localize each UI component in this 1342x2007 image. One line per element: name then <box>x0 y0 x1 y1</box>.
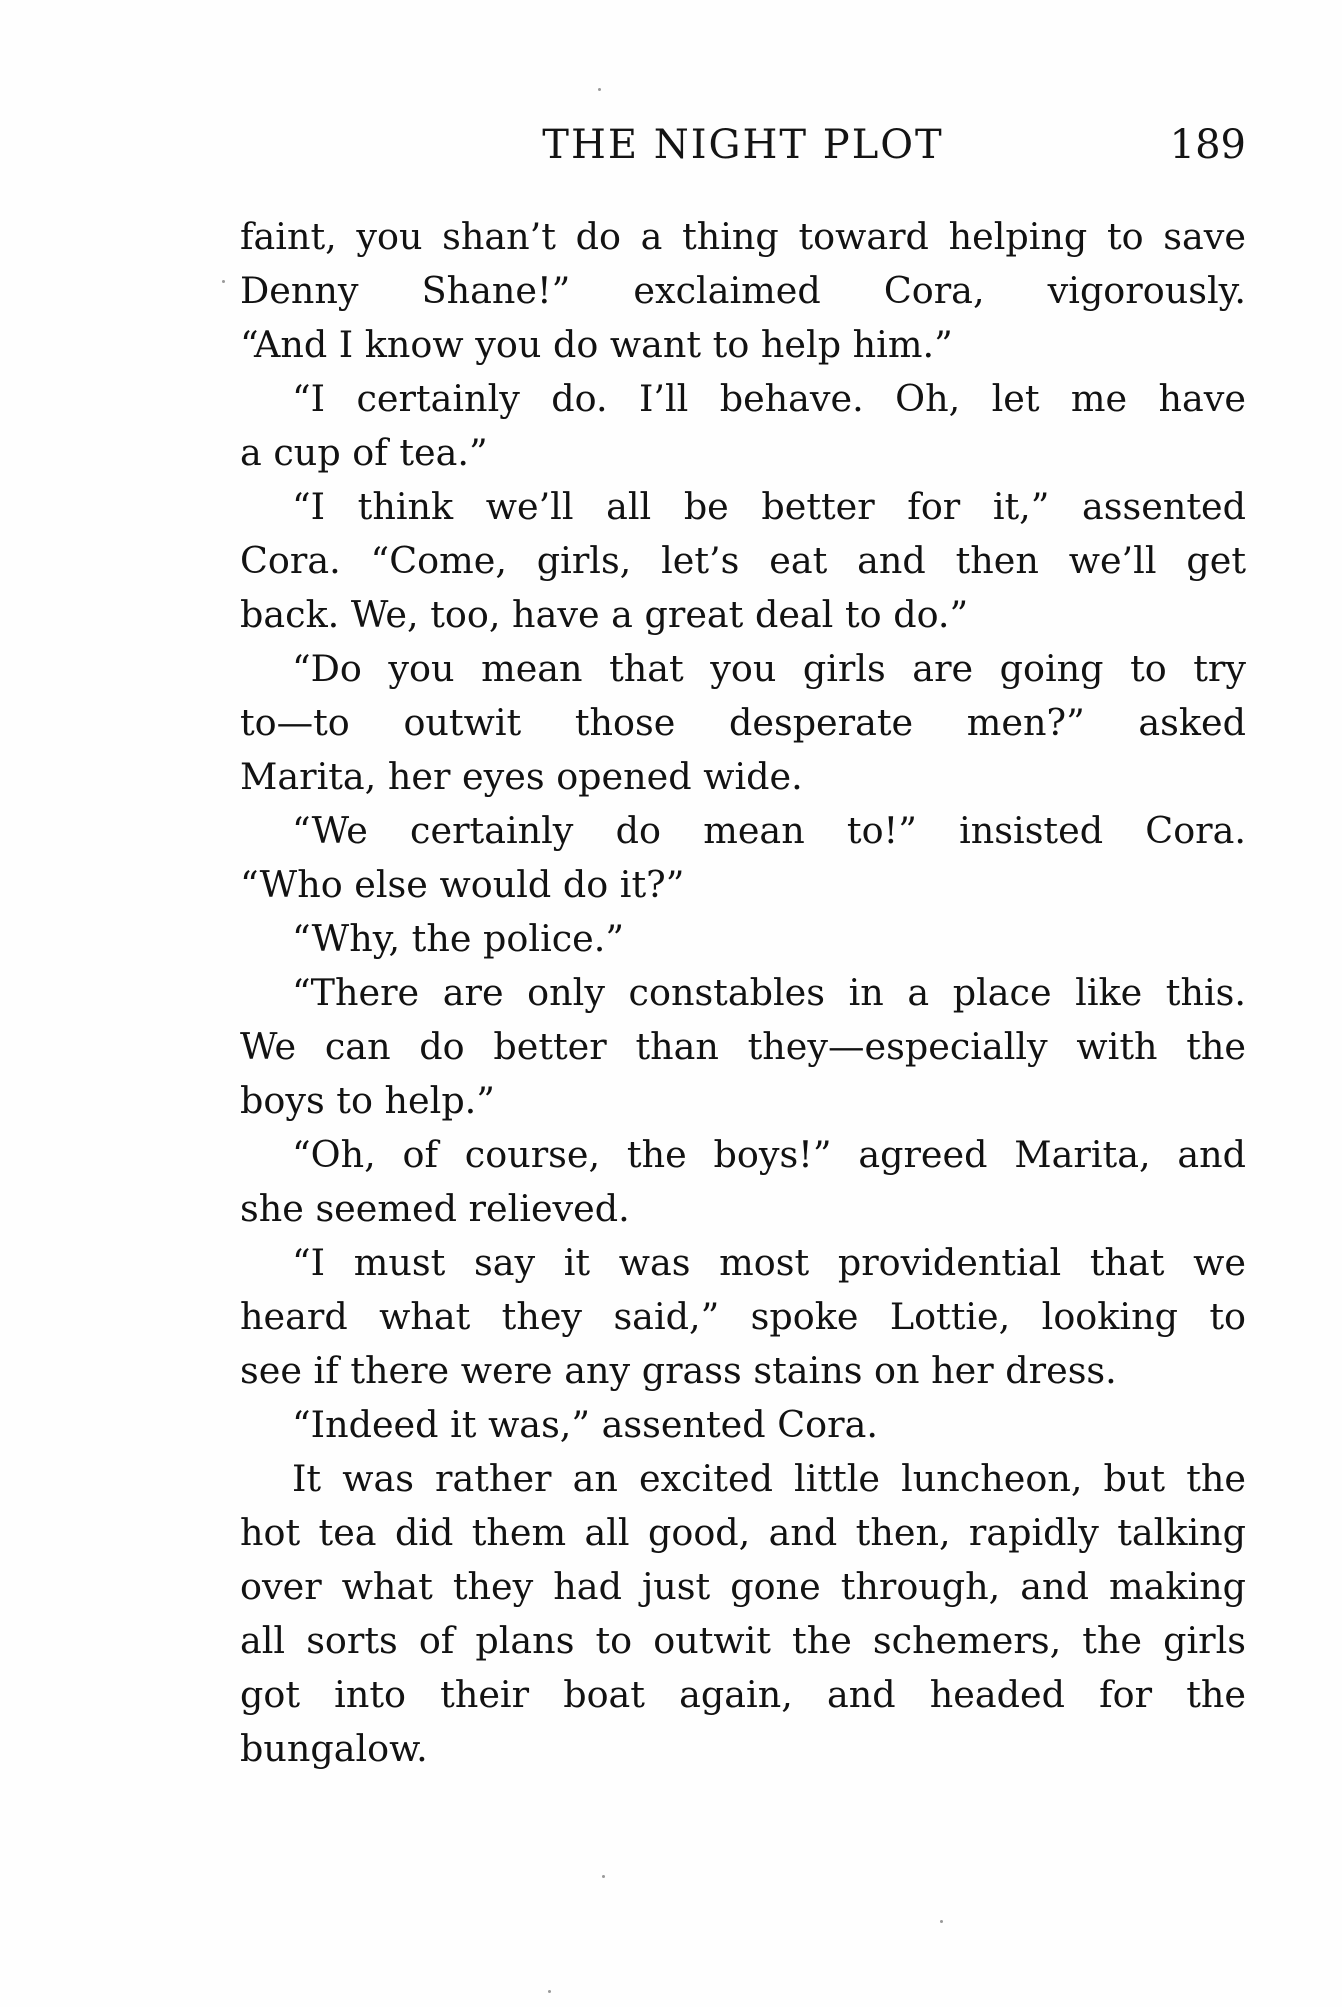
text-line: heard what they said,” spoke Lottie, looking to <box>240 1295 1246 1338</box>
body-text <box>240 210 1246 1776</box>
text-line: “There are only constables in a place like this. <box>292 971 1246 1014</box>
text-line: faint, you shan’t do a thing toward helping to save <box>240 215 1246 258</box>
paper-speck <box>222 280 225 283</box>
text-line: back. We, too, have a great deal to do.” <box>240 593 969 636</box>
text-line: see if there were any grass stains on her dress. <box>240 1349 1117 1392</box>
text-line: “And I know you do want to help him.” <box>240 323 953 366</box>
text-line: “I must say it was most providential that we <box>292 1241 1246 1284</box>
text-line: hot tea did them all good, and then, rapidly talking <box>240 1511 1246 1554</box>
paper-speck <box>548 1990 551 1993</box>
text-line: boys to help.” <box>240 1079 495 1122</box>
text-line: “Indeed it was,” assented Cora. <box>292 1403 878 1446</box>
text-line: Marita, her eyes opened wide. <box>240 755 803 798</box>
text-line: “I certainly do. I’ll behave. Oh, let me have <box>292 377 1246 420</box>
text-line: a cup of tea.” <box>240 431 488 474</box>
text-line: We can do better than they—especially with the <box>240 1025 1246 1068</box>
text-line: all sorts of plans to outwit the schemers, the girls <box>240 1619 1246 1662</box>
text-line: Denny Shane!” exclaimed Cora, vigorously. <box>240 269 1246 312</box>
paper-speck <box>602 1875 605 1878</box>
page-number: 189 <box>1169 122 1246 168</box>
text-line: “I think we’ll all be better for it,” assented <box>292 485 1246 528</box>
text-line: bungalow. <box>240 1727 428 1770</box>
text-line: “Oh, of course, the boys!” agreed Marita, and <box>292 1133 1246 1176</box>
text-line: “Do you mean that you girls are going to try <box>292 647 1246 690</box>
text-line: “Why, the police.” <box>292 917 625 960</box>
running-head: THE NIGHT PLOT <box>542 122 944 168</box>
text-line: Cora. “Come, girls, let’s eat and then we’ll get <box>240 539 1246 582</box>
text-line: “We certainly do mean to!” insisted Cora. <box>292 809 1246 852</box>
text-line: to—to outwit those desperate men?” asked <box>240 701 1246 744</box>
text-line: “Who else would do it?” <box>240 863 685 906</box>
text-line: got into their boat again, and headed for the <box>240 1673 1246 1716</box>
page-header <box>240 122 1246 182</box>
paper-speck <box>598 88 601 91</box>
paper-speck <box>940 1920 943 1923</box>
text-line: It was rather an excited little luncheon, but the <box>292 1457 1246 1500</box>
text-line: over what they had just gone through, and making <box>240 1565 1246 1608</box>
text-line: she seemed relieved. <box>240 1187 630 1230</box>
